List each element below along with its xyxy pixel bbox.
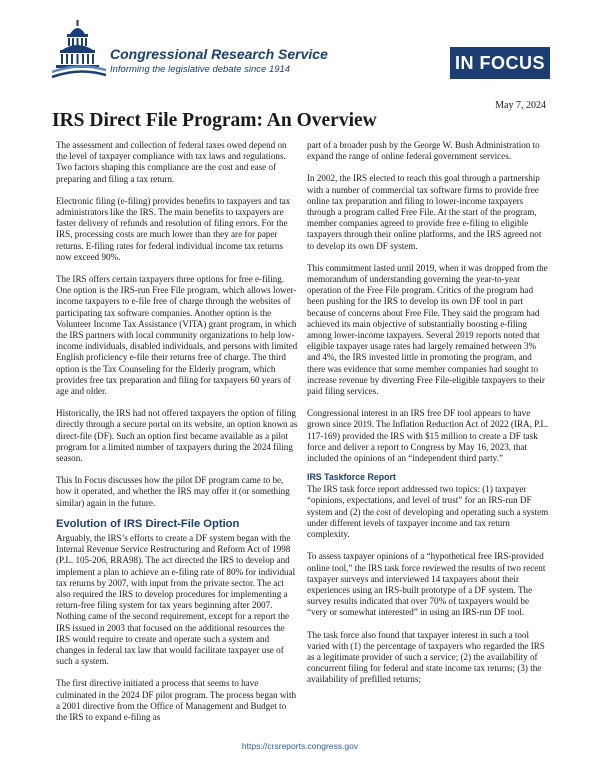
paragraph: The task force also found that taxpayer interest in such a tool varied with (1) the percentage of taxpayers who regarded the IRS as a legitimate provider of such a service; (2) the availability of concurrent filing for federal and state income tax returns; (3) the availability of prefilled returns; — [307, 629, 545, 685]
paragraph: Congressional interest in an IRS free DF tool appears to have grown since 2019. The Inflation Reduction Act of 2022 (IRA, P.L. 117-169) provided the IRS with $15 million to create a DF task force and deliver a report to Congress by May 16, 2023, that included the opinions of an “independent third party.” — [307, 408, 549, 464]
paragraph: In 2002, the IRS elected to reach this goal through a partnership with a number of commercial tax software firms to provide free online tax preparation and filing to lower-income taxpayers through a program called Free File. At the start of the program, member companies agreed to provide free e-filing to eligible taxpayers through their online platforms, and the IRS agreed not to develop its own DF system. — [307, 173, 542, 251]
capitol-dome-icon — [52, 20, 106, 78]
paragraph: Arguably, the IRS’s efforts to create a DF system began with the Internal Revenue Service Restructuring and Reform Act of 1998 (P.L. 105-206, RRA98). The act directed the IRS to develop and implement a plan to achieve an e-filing rate of 80% for individual tax returns by 2007, with input from the private sector. The act also required the IRS to develop procedures for implementing a return-free filing system for tax years beginning after 2007. Nothing came of the second requirement, except for a report the IRS issued in 2003 that focused on the additional resources the IRS would require to create and operate such a system and changes in federal tax law that would facilitate taxpayer use of such a system. — [56, 532, 296, 667]
paragraph: The assessment and collection of federal taxes owed depend on the level of taxpayer compliance with tax laws and regulations. Two factors shaping this compliance are the cost and ease of preparing and filing a tax return. — [56, 140, 287, 184]
paragraph: This In Focus discusses how the pilot DF program came to be, how it operated, and whether the IRS may offer it (or something similar) again in the future. — [56, 475, 290, 508]
paragraph: The IRS offers certain taxpayers three options for free e-filing. One option is the IRS-run Free File program, which allows lower-income taxpayers to e-file free of charge through the websites of participating tax software companies. Another option is the Volunteer Income Tax Assistance (VITA) grant program, in which the IRS partners with local community organizations to help low-income individuals, disabled individuals, and persons with limited English proficiency e-file their returns free of charge. The third option is the Tax Counseling for the Elderly program, which provides free tax preparation and filing for taxpayers 60 years of age and older. — [56, 274, 298, 397]
left-column — [56, 140, 298, 734]
report-header — [0, 0, 600, 90]
org-name: Congressional Research Service — [110, 46, 328, 62]
paragraph: The IRS task force report addressed two topics: (1) taxpayer “opinions, expectations, and level of trust” for an IRS-run DF system and (2) the cost of developing and operating such a system under different levels of taxpayer income and tax return complexity. — [307, 484, 549, 540]
subsection-heading: IRS Taskforce Report — [307, 472, 396, 483]
paragraph: The first directive initiated a process that seems to have culminated in the 2024 DF pilot program. The process began with a 2001 directive from the Office of Management and Budget to the IRS to expand e-filing as — [56, 678, 297, 722]
publication-date: May 7, 2024 — [495, 100, 546, 111]
paragraph: part of a broader push by the George W. Bush Administration to expand the range of online federal government services. — [307, 140, 540, 162]
section-heading: Evolution of IRS Direct-File Option — [56, 517, 240, 530]
org-tagline: Informing the legislative debate since 1914 — [110, 64, 291, 75]
crs-reports-link[interactable]: https://crsreports.congress.gov — [241, 741, 359, 751]
right-column — [307, 140, 549, 697]
in-focus-badge: IN FOCUS — [450, 47, 550, 79]
paragraph: To assess taxpayer opinions of a “hypothetical free IRS-provided online tool,” the IRS task force reviewed the results of two recent taxpayer surveys and interviewed 14 taxpayers about their experiences using an IRS-built prototype of a DF system. The survey results indicated that over 70% of taxpayers would be “very or somewhat interested” in using an IRS-run DF tool. — [307, 551, 546, 618]
paragraph: Historically, the IRS had not offered taxpayers the option of filing directly through a secure portal on its website, an option known as direct-file (DF). Such an option first became available as a pilot program for a limited number of taxpayers during the 2024 filing season. — [56, 408, 298, 464]
paragraph: This commitment lasted until 2019, when it was dropped from the memorandum of understanding governing the year-to-year operation of the Free File program. Critics of the program had been pushing for the IRS to develop its own DF tool in part because of concerns about Free File. They said the program had achieved its main objective of substantially boosting e-filing among lower-income taxpayers. Several 2019 reports noted that eligible taxpayer usage rates had largely remained between 3% and 4%, the IRS invested little in promoting the program, and there was evidence that some member companies had sought to increase revenue by diverting Free File-eligible taxpayers to their paid filing services. — [307, 262, 548, 397]
page-title: IRS Direct File Program: An Overview — [52, 110, 377, 131]
paragraph: Electronic filing (e-filing) provides benefits to taxpayers and tax administrators like the IRS. The main benefits to taxpayers are faster delivery of refunds and resolution of filing errors. For the IRS, processing costs are much lower than they are for paper returns. E-filing rates for federal individual income tax returns now exceed 90%. — [56, 195, 291, 262]
